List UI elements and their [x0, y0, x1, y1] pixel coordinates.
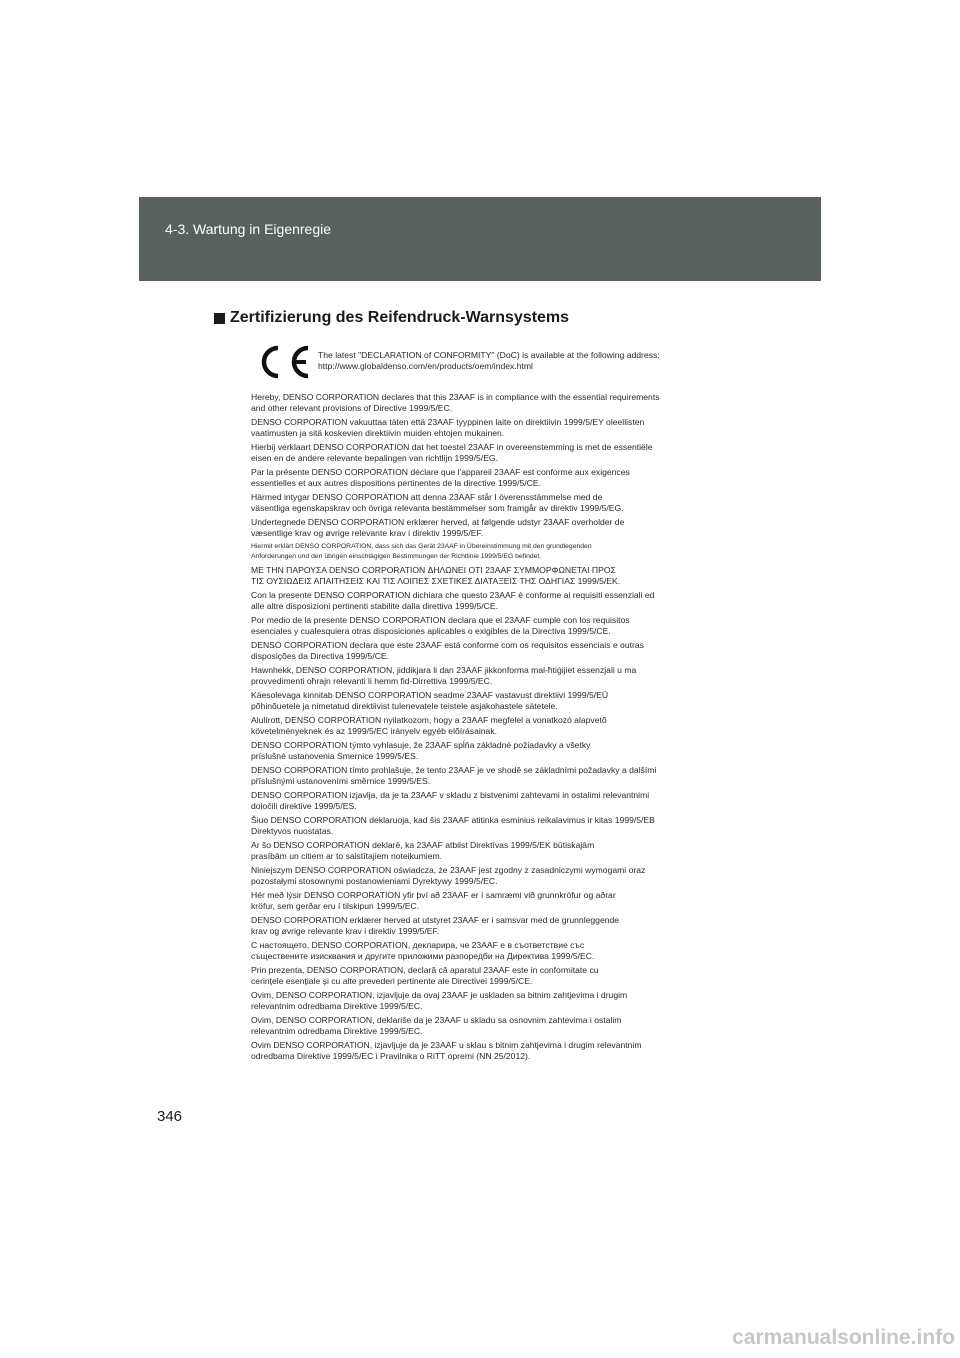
declaration-is: Hér með lýsir DENSO CORPORATION yfir því að 23AAF er í samræmi við grunnkröfur og aðrar kröfur, sem gerðar eru í tilskipun 1999/5/EC.: [251, 890, 616, 911]
declaration-mt: Hawnhekk, DENSO CORPORATION, jiddikjara li dan 23AAF jikkonforma mal-ħtiġijiet essenzjali u ma provvedimenti oħrajn relevanti li hemm fid-Dirrettiva 1999/5/EC.: [251, 665, 637, 686]
declaration-pt: DENSO CORPORATION declara que este 23AAF está conforme com os requisitos essenciais e outras disposições da Directiva 1999/5/CE.: [251, 640, 644, 661]
section-title: Zertifizierung des Reifendruck-Warnsystems: [230, 309, 570, 326]
declaration-lv: Ar šo DENSO CORPORATION deklarē, ka 23AAF atbilst Direktīvas 1999/5/EK būtiskajām prasībām un citiem ar to saistītajiem noteikumiem.: [251, 840, 595, 861]
declaration-en: Hereby, DENSO CORPORATION declares that this 23AAF is in compliance with the essential requirements and other relevant provisions of Directive 1999/5/EC.: [251, 392, 660, 413]
declaration-ro: Prin prezenta, DENSO CORPORATION, declară că aparatul 23AAF este in conformitate cu cerințele esențiale și cu alte prevederi pertinente ale Directivei 1999/5/CE.: [251, 965, 599, 986]
declaration-sl: DENSO CORPORATION izjavlja, da je ta 23AAF v skladu z bistvenimi zahtevami in ostalimi relevantnimi določili direktive 1999/5/ES.: [251, 790, 650, 811]
declaration-el: ΜΕ ΤΗΝ ΠΑΡΟΥΣΑ DENSO CORPORATION ΔΗΛΩΝΕΙ ΟΤΙ 23AAF ΣΥΜΜΟΡΦΩΝΕΤΑΙ ΠΡΟΣ ΤΙΣ ΟΥΣΙΩΔΕΙΣ ΑΠΑΙΤΗΣΕΙΣ ΚΑΙ ΤΙΣ ΛΟΙΠΕΣ ΣΧΕΤΙΚΕΣ ΔΙΑΤΑΞΕΙΣ ΤΗΣ ΟΔΗΓΙΑΣ 1999/5/ΕΚ.: [251, 565, 621, 586]
declaration-de: Hiermit erklärt DENSO CORPORATION, dass sich das Gerät 23AAF in Übereinstimmung mit den grundlegenden Anforderungen und den übrigen einschlägigen Bestimmungen der Richtlinie 1999/5/EG befindet.: [251, 543, 592, 560]
chapter-title: 4-3. Wartung in Eigenregie: [165, 221, 332, 237]
declaration-nl: Hierbij verklaart DENSO CORPORATION dat het toestel 23AAF in overeenstemming is met de essentiële eisen en de andere relevante bepalingen van richtlijn 1999/5/EG.: [251, 442, 653, 463]
ce-mark-icon: [256, 342, 312, 382]
square-bullet-icon: [214, 313, 225, 324]
declaration-cs: DENSO CORPORATION tímto prohlašuje, že tento 23AAF je ve shodě se základními požadavky a dalšími příslušnými ustanoveními směrnice 1999/5/ES.: [251, 765, 657, 786]
declaration-bs: Ovim, DENSO CORPORATION, izjavljuje da ovaj 23AAF je uskladen sa bitnim zahtjevima i drugim relevantnim odredbama Direktive 1999/5/EC.: [251, 990, 628, 1011]
declaration-sr: Ovim, DENSO CORPORATION, deklariše da je 23AAF u skladu sa osnovnim zahtevima i ostalim relevantnim odredbama Direktive 1999/5/EC.: [251, 1015, 622, 1036]
section-heading: [214, 309, 569, 327]
doc-availability-note: The latest "DECLARATION of CONFORMITY" (DoC) is available at the following address: http://www.globaldenso.com/en/products/oem/index.html: [318, 350, 660, 371]
declaration-fr: Par la présente DENSO CORPORATION déclare que l'appareil 23AAF est conforme aux exigences essentielles et aux autres dispositions pertinentes de la directive 1999/5/CE.: [251, 467, 630, 488]
page-number: 346: [157, 1108, 183, 1125]
declaration-et: Käesolevaga kinnitab DENSO CORPORATION seadme 23AAF vastavust direktiivi 1999/5/EÜ põhinõuetele ja nimetatud direktiivist tulenevatele teistele asjakohastele sätetele.: [251, 690, 609, 711]
declaration-hr: Ovim DENSO CORPORATION, izjavljuje da je 23AAF u sklau s bitnim zahtjevima i drugim relevantnim odredbama Direktive 1999/5/EC i Pravilnika o RiTT opremi (NN 25/2012).: [251, 1040, 642, 1061]
declaration-sk: DENSO CORPORATION týmto vyhlasuje, že 23AAF spĺňa základné požiadavky a všetky príslušné ustanovenia Smernice 1999/5/ES.: [251, 740, 591, 761]
chapter-header-band: [139, 197, 821, 281]
declaration-list: [251, 392, 721, 1065]
declaration-hu: Alulírott, DENSO CORPORATION nyilatkozom, hogy a 23AAF megfelel a vonatkozó alapvetõ követelményeknek és az 1999/5/EC irányelv egyéb elõírásainak.: [251, 715, 607, 736]
declaration-es: Por medio de la presente DENSO CORPORATION declara que el 23AAF cumple con los requisitos esenciales y cualesquiera otras disposiciones aplicables o exigibles de la Directiva 1999/5/CE.: [251, 615, 630, 636]
declaration-sv: Härmed intygar DENSO CORPORATION att denna 23AAF står I överensstämmelse med de väsentliga egenskapskrav och övriga relevanta bestämmelser som framgår av direktiv 1999/5/EG.: [251, 492, 624, 513]
declaration-fi: DENSO CORPORATION vakuuttaa täten että 23AAF tyyppinen laite on direktiivin 1999/5/EY oleellisten vaatimusten ja sitä koskevien direktiivin muiden ehtojen mukainen.: [251, 417, 645, 438]
declaration-it: Con la presente DENSO CORPORATION dichiara che questo 23AAF è conforme ai requisiti essenziali ed alle altre disposizioni pertinenti stabilite dalla direttiva 1999/5/CE.: [251, 590, 655, 611]
declaration-bg: С настоящето, DENSO CORPORATION, декларира, че 23AAF е в съответствие със съществените изисквания и другите приложими разпоредби на Директива 1999/5/EC.: [251, 940, 595, 961]
declaration-da: Undertegnede DENSO CORPORATION erklærer herved, at følgende udstyr 23AAF overholder de væsentlige krav og øvrige relevante krav i direktiv 1999/5/EF.: [251, 517, 625, 538]
declaration-lt: Šiuo DENSO CORPORATION deklaruoja, kad šis 23AAF atitinka esminius reikalavimus ir kitas 1999/5/EB Direktyvos nuostatas.: [251, 815, 655, 836]
watermark: carmanualsonline.info: [732, 1326, 955, 1349]
declaration-no: DENSO CORPORATION erklærer herved at utstyret 23AAF er i samsvar med de grunnleggende krav og øvrige relevante krav i direktiv 1999/5/EF.: [251, 915, 620, 936]
declaration-pl: Niniejszym DENSO CORPORATION oświadcza, że 23AAF jest zgodny z zasadniczymi wymogami oraz pozostałymi stosownymi postanowieniami Dyrektywy 1999/5/EC.: [251, 865, 646, 886]
